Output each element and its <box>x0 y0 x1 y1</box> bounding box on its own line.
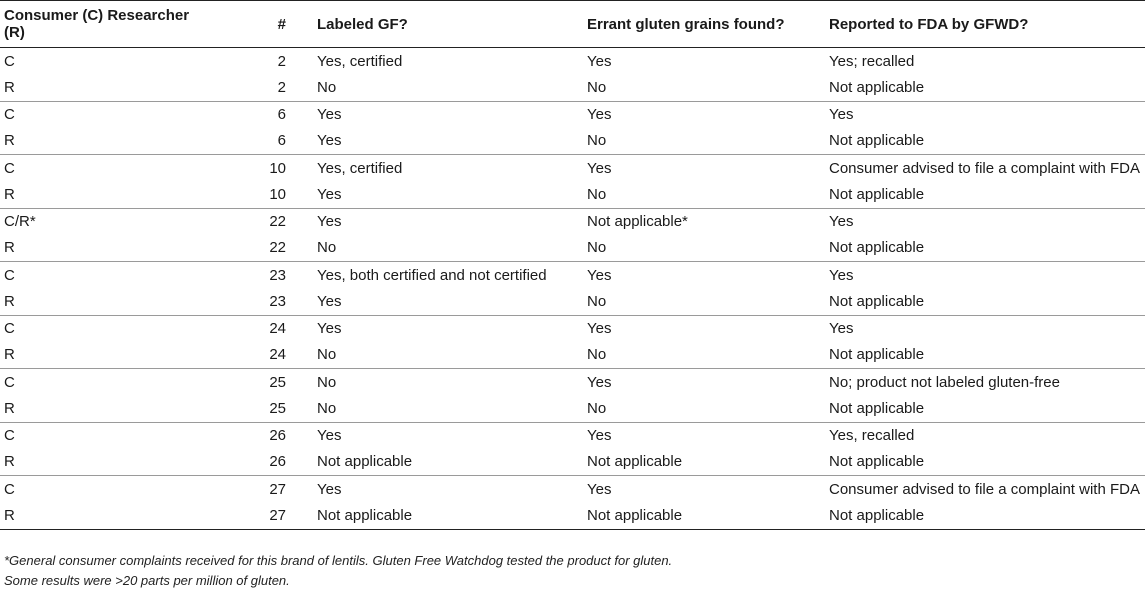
cell-labeled-gf: No <box>313 395 583 422</box>
cell-reported-fda: Not applicable <box>825 449 1145 476</box>
cell-consumer-researcher: C/R* <box>4 213 36 231</box>
cell-errant-grains: Yes <box>587 266 612 284</box>
cell-reported-fda: Yes <box>829 213 854 231</box>
footnote-results: Some results were >20 parts per million of gluten. <box>4 573 290 588</box>
cell-errant-grains: Yes <box>587 427 612 445</box>
table-row <box>0 476 1145 503</box>
cell-reported-fda: Yes <box>829 320 854 338</box>
cell-labeled-gf: Yes <box>317 427 342 445</box>
table-row <box>0 502 1145 529</box>
cell-labeled-gf: Yes <box>317 480 342 498</box>
cell-reported-fda: Not applicable <box>825 128 1145 155</box>
cell-errant-grains: Not applicable <box>583 502 825 529</box>
table-row <box>0 101 1145 128</box>
cell-consumer-researcher: R <box>0 235 210 262</box>
cell-errant-grains: No <box>583 395 825 422</box>
cell-number: 23 <box>269 266 286 284</box>
table-row <box>0 155 1145 182</box>
cell-labeled-gf: Yes <box>313 181 583 208</box>
cell-labeled-gf: Yes, certified <box>317 159 403 177</box>
cell-reported-fda: Consumer advised to file a complaint with FDA <box>829 159 1140 177</box>
cell-reported-fda: Not applicable <box>825 288 1145 315</box>
cell-consumer-researcher: R <box>0 502 210 529</box>
cell-labeled-gf: Yes <box>313 128 583 155</box>
cell-errant-grains: Yes <box>587 52 612 70</box>
cell-consumer-researcher: R <box>0 288 210 315</box>
table-row <box>0 315 1145 342</box>
cell-labeled-gf: Yes <box>317 320 342 338</box>
cell-number: 25 <box>210 395 313 422</box>
cell-reported-fda: Yes, recalled <box>829 427 915 445</box>
cell-number: 26 <box>210 449 313 476</box>
cell-consumer-researcher: C <box>4 427 15 445</box>
cell-consumer-researcher: R <box>0 395 210 422</box>
cell-number: 10 <box>210 181 313 208</box>
cell-errant-grains: No <box>583 288 825 315</box>
table-row <box>0 128 1145 155</box>
cell-reported-fda: Yes; recalled <box>829 52 915 70</box>
cell-number: 6 <box>210 128 313 155</box>
table-row <box>0 449 1145 476</box>
cell-labeled-gf: Yes <box>313 288 583 315</box>
cell-labeled-gf: Yes, certified <box>317 52 403 70</box>
cell-consumer-researcher: R <box>0 181 210 208</box>
cell-errant-grains: Yes <box>587 480 612 498</box>
cell-number: 27 <box>210 502 313 529</box>
cell-labeled-gf: No <box>313 342 583 369</box>
cell-consumer-researcher: R <box>0 342 210 369</box>
cell-reported-fda: Not applicable <box>825 235 1145 262</box>
cell-number: 23 <box>210 288 313 315</box>
cell-reported-fda: Yes <box>829 266 854 284</box>
cell-consumer-researcher: R <box>0 128 210 155</box>
cell-number: 24 <box>210 342 313 369</box>
cell-errant-grains: Yes <box>587 320 612 338</box>
cell-errant-grains: No <box>583 128 825 155</box>
header-consumer-researcher: Consumer (C) Researcher (R) <box>0 1 210 48</box>
cell-errant-grains: Yes <box>587 159 612 177</box>
table-row <box>0 422 1145 449</box>
cell-number: 25 <box>269 373 286 391</box>
cell-consumer-researcher: R <box>0 74 210 101</box>
cell-reported-fda: Yes <box>829 106 854 124</box>
cell-labeled-gf: No <box>313 74 583 101</box>
cell-errant-grains: No <box>583 74 825 101</box>
table-header <box>0 1 1145 48</box>
header-labeled-gf: Labeled GF? <box>313 1 583 48</box>
cell-labeled-gf: Yes, both certified and not certified <box>317 266 547 284</box>
cell-number: 22 <box>269 213 286 231</box>
cell-consumer-researcher: C <box>4 480 15 498</box>
cell-number: 26 <box>269 427 286 445</box>
cell-errant-grains: No <box>583 342 825 369</box>
cell-consumer-researcher: C <box>4 106 15 124</box>
footnote-general: *General consumer complaints received for this brand of lentils. Gluten Free Watchdog tested the product for gluten. <box>4 553 673 568</box>
header-errant-grains: Errant gluten grains found? <box>583 1 825 48</box>
cell-number: 2 <box>210 74 313 101</box>
cell-consumer-researcher: C <box>4 373 15 391</box>
cell-labeled-gf: Not applicable <box>313 502 583 529</box>
table-row <box>0 395 1145 422</box>
table-body <box>0 48 1145 530</box>
header-number: # <box>210 1 313 48</box>
cell-labeled-gf: No <box>313 235 583 262</box>
table-row <box>0 235 1145 262</box>
header-row <box>0 1 1145 48</box>
cell-number: 27 <box>269 480 286 498</box>
cell-errant-grains: Not applicable <box>583 449 825 476</box>
table-row <box>0 369 1145 396</box>
cell-consumer-researcher: C <box>4 266 15 284</box>
table-row <box>0 262 1145 289</box>
cell-labeled-gf: Yes <box>317 106 342 124</box>
cell-reported-fda: Not applicable <box>825 342 1145 369</box>
cell-reported-fda: Not applicable <box>825 181 1145 208</box>
cell-number: 10 <box>269 159 286 177</box>
cell-reported-fda: Not applicable <box>825 395 1145 422</box>
table-footnotes <box>4 551 672 591</box>
cell-consumer-researcher: C <box>4 320 15 338</box>
table-row <box>0 74 1145 101</box>
cell-number: 2 <box>277 52 286 70</box>
cell-errant-grains: Not applicable* <box>587 213 688 231</box>
cell-errant-grains: Yes <box>587 106 612 124</box>
cell-number: 24 <box>269 320 286 338</box>
cell-reported-fda: Not applicable <box>825 502 1145 529</box>
cell-consumer-researcher: C <box>4 52 15 70</box>
header-reported-fda: Reported to FDA by GFWD? <box>825 1 1145 48</box>
cell-errant-grains: No <box>583 235 825 262</box>
cell-errant-grains: Yes <box>587 373 612 391</box>
table-row <box>0 342 1145 369</box>
cell-labeled-gf: No <box>317 373 337 391</box>
table-row <box>0 181 1145 208</box>
cell-labeled-gf: Not applicable <box>313 449 583 476</box>
cell-number: 6 <box>277 106 286 124</box>
cell-consumer-researcher: R <box>0 449 210 476</box>
cell-reported-fda: Consumer advised to file a complaint with FDA <box>829 480 1140 498</box>
cell-consumer-researcher: C <box>4 159 15 177</box>
table-row <box>0 208 1145 235</box>
cell-labeled-gf: Yes <box>317 213 342 231</box>
cell-reported-fda: No; product not labeled gluten-free <box>829 373 1060 391</box>
cell-errant-grains: No <box>583 181 825 208</box>
cell-number: 22 <box>210 235 313 262</box>
cell-reported-fda: Not applicable <box>825 74 1145 101</box>
table-row <box>0 288 1145 315</box>
table-row <box>0 48 1145 75</box>
